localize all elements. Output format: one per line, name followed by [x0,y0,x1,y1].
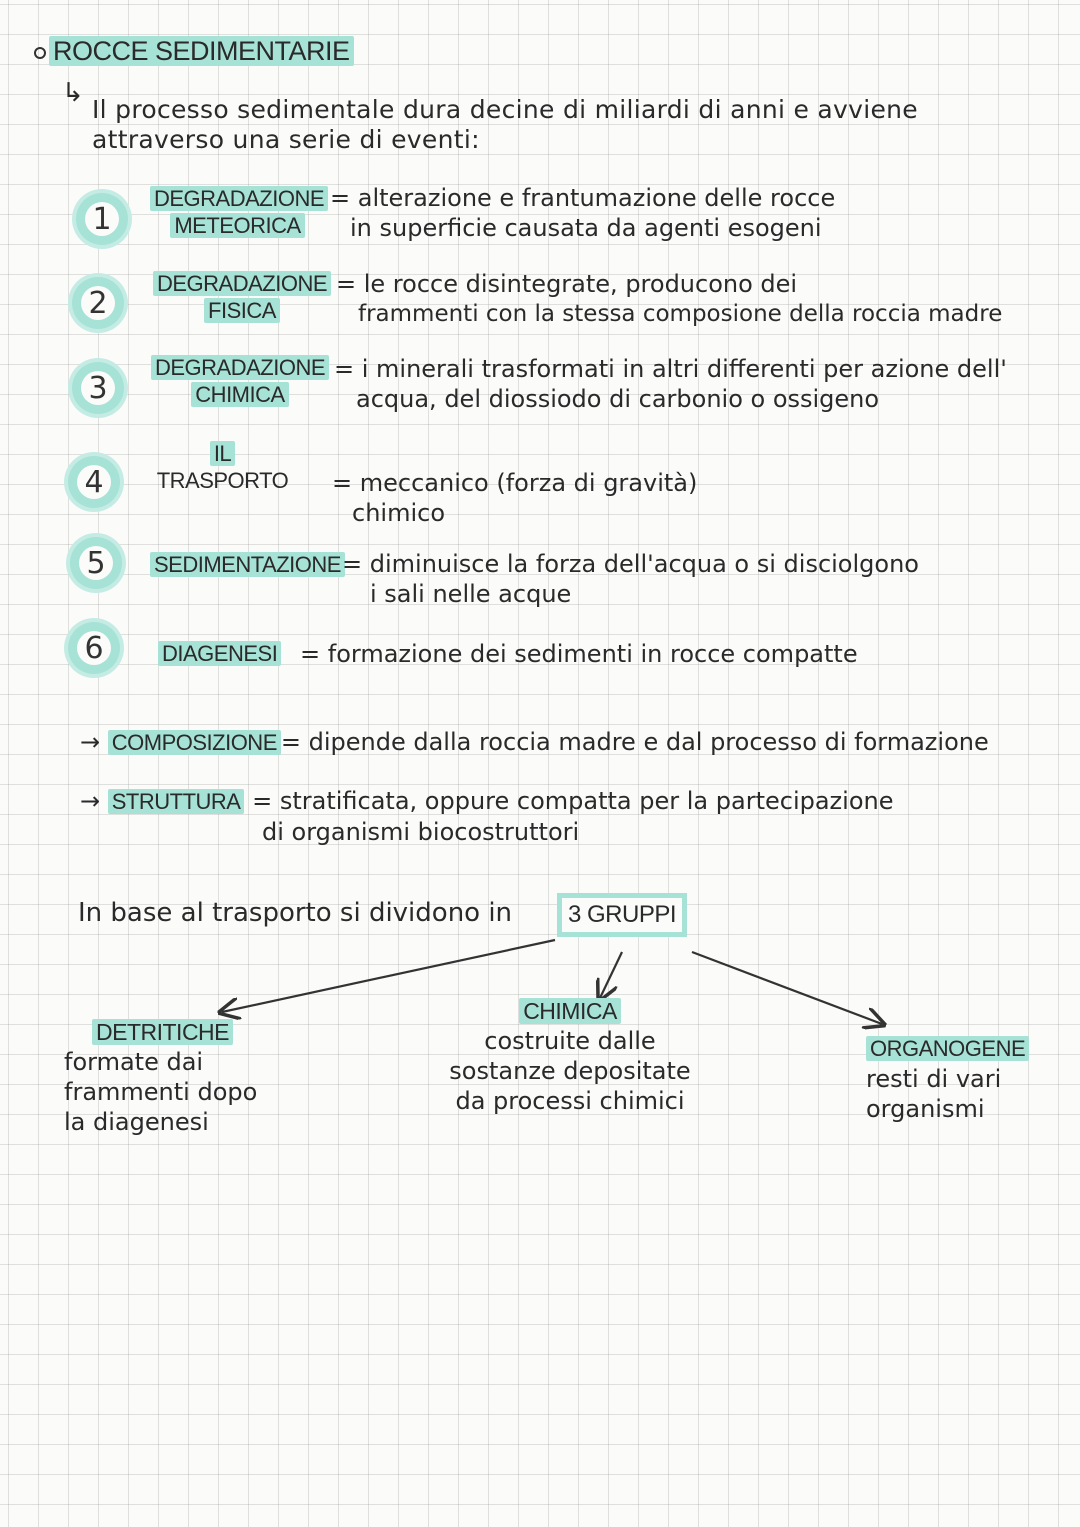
page-title: ROCCE SEDIMENTARIE [34,36,354,67]
arrow-to-organogene [692,952,882,1024]
step-6-badge: 6 [68,622,120,674]
group-organogene: ORGANOGENE resti di vari organismi [866,1033,1046,1124]
step-5-term: SEDIMENTAZIONE [150,551,345,578]
step-1-description: = alterazione e frantumazione delle rocce in superficie causata da agenti esogeni [330,184,836,242]
step-2-badge: 2 [72,277,124,329]
step-4-badge: 4 [68,456,120,508]
step-2-term: DEGRADAZIONE FISICA [152,270,332,324]
groups-box: 3 GRUPPI [557,893,687,937]
step-6-description: = formazione dei sedimenti in rocce compatte [300,640,858,668]
arrow-to-chimica [600,952,622,998]
group-detritiche: DETRITICHE formate dai frammenti dopo la diagenesi [64,1019,258,1136]
composizione-row: → COMPOSIZIONE = dipende dalla roccia madre e dal processo di formazione [80,728,989,756]
step-1-badge: 1 [76,193,128,245]
step-5-description: = diminuisce la forza dell'acqua o si disciolgono i sali nelle acque [342,550,919,608]
step-1-term: DEGRADAZIONE METEORICA [150,185,325,239]
step-5-badge: 5 [70,537,122,589]
arrow-right-icon: → [80,787,101,815]
curved-arrow-icon: ↳ [62,78,84,108]
step-2-description: = le rocce disintegrate, producono dei frammenti con la stessa composione della roccia madre [336,270,1003,327]
struttura-row: → STRUTTURA = stratificata, oppure compatta per la partecipazione di organismi biocostruttori [80,787,894,846]
intro-line-2: attraverso una serie di eventi: [92,125,480,154]
step-4-term: IL TRASPORTO [156,441,289,493]
step-3-badge: 3 [72,362,124,414]
step-6-term: DIAGENESI [158,640,281,667]
group-chimica: CHIMICA costruite dalle sostanze depositate da processi chimici [449,998,691,1115]
step-3-description: = i minerali trasformati in altri differenti per azione dell' acqua, del diossiodo di carbonio o ossigeno [334,355,1007,413]
intro-line-1: Il processo sedimentale dura decine di miliardi di anni e avviene [92,95,918,124]
step-4-description: = meccanico (forza di gravità) chimico [332,469,698,527]
arrow-right-icon: → [80,728,101,756]
step-3-term: DEGRADAZIONE CHIMICA [150,354,330,408]
groups-intro: In base al trasporto si dividono in [78,898,513,928]
